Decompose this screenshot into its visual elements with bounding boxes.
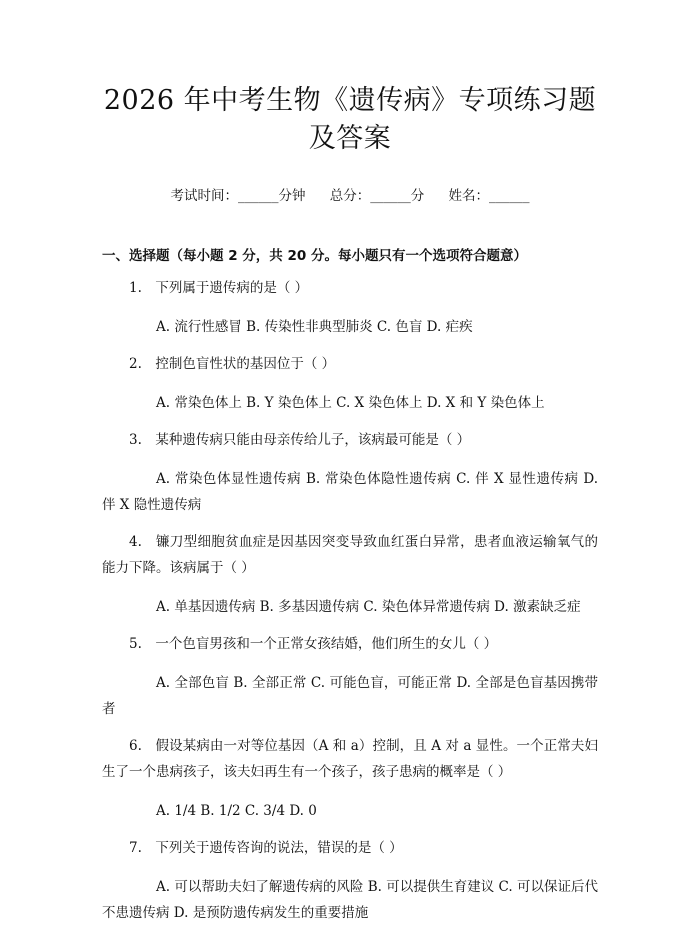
question-4 — [102, 529, 598, 620]
exam-time-field: 考试时间：______分钟 — [170, 188, 306, 204]
exam-info-line — [102, 184, 598, 204]
name-field: 姓名：______ — [448, 188, 530, 204]
question-stem: 4. 镰刀型细胞贫血症是因基因突变导致血红蛋白异常，患者血液运输氧气的能力下降。该病属于（ ） — [102, 534, 598, 576]
question-options: A. 单基因遗传病 B. 多基因遗传病 C. 染色体异常遗传病 D. 激素缺乏症 — [156, 599, 581, 615]
question-options: A. 常染色体上 B. Y 染色体上 C. X 染色体上 D. X 和 Y 染色体上 — [156, 395, 545, 411]
question-options: A. 全部色盲 B. 全部正常 C. 可能色盲，可能正常 D. 全部是色盲基因携带者 — [102, 675, 598, 717]
question-stem: 5. 一个色盲男孩和一个正常女孩结婚，他们所生的女儿（ ） — [129, 636, 498, 652]
question-2 — [102, 351, 598, 416]
question-1 — [102, 275, 598, 340]
question-7 — [102, 835, 598, 926]
question-stem: 6. 假设某病由一对等位基因（A 和 a）控制，且 A 对 a 显性。一个正常夫妇生了一个患病孩子，该夫妇再生有一个孩子，孩子患病的概率是（ ） — [102, 738, 598, 780]
question-options: A. 常染色体显性遗传病 B. 常染色体隐性遗传病 C. 伴 X 显性遗传病 D. 伴 X 隐性遗传病 — [102, 471, 598, 513]
section-heading: 一、选择题（每小题 2 分，共 20 分。每小题只有一个选项符合题意） — [102, 248, 527, 264]
question-stem: 7. 下列关于遗传咨询的说法，错误的是（ ） — [129, 840, 403, 856]
question-options: A. 1/4 B. 1/2 C. 3/4 D. 0 — [156, 803, 317, 819]
document-title: 2026 年中考生物《遗传病》专项练习题及答案 — [103, 85, 597, 154]
question-stem: 2. 控制色盲性状的基因位于（ ） — [129, 356, 336, 372]
question-options: A. 流行性感冒 B. 传染性非典型肺炎 C. 色盲 D. 疟疾 — [156, 319, 473, 335]
question-stem: 3. 某种遗传病只能由母亲传给儿子，该病最可能是（ ） — [129, 432, 471, 448]
question-stem: 1. 下列属于遗传病的是（ ） — [129, 280, 309, 296]
question-6 — [102, 733, 598, 824]
question-5 — [102, 631, 598, 722]
question-options: A. 可以帮助夫妇了解遗传病的风险 B. 可以提供生育建议 C. 可以保证后代不患遗传病 D. 是预防遗传病发生的重要措施 — [102, 879, 598, 921]
total-score-field: 总分：______分 — [329, 188, 425, 204]
question-3 — [102, 427, 598, 518]
